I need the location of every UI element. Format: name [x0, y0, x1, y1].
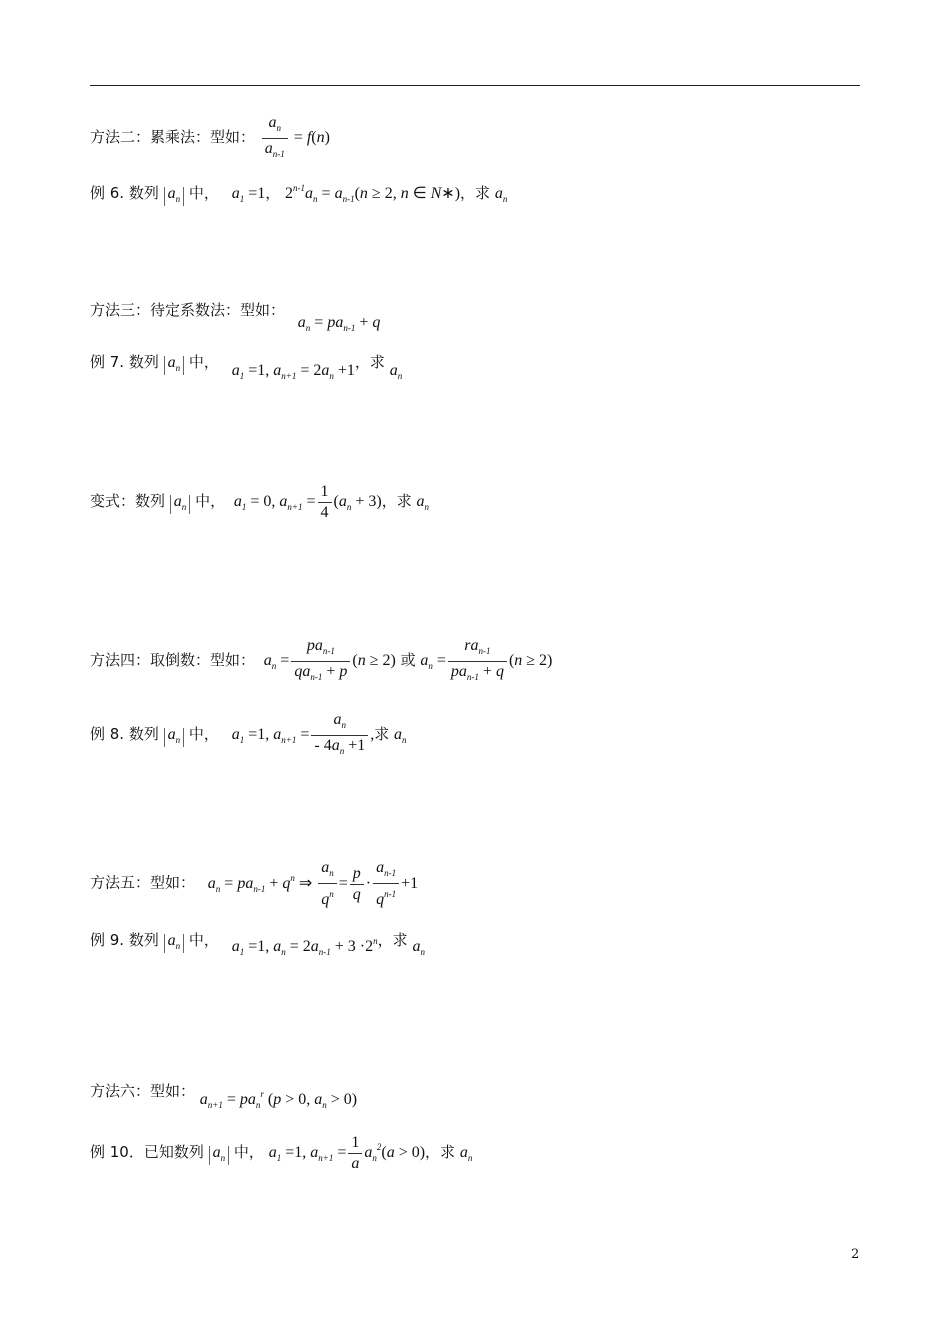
method-3-label: 方法三：待定系数法：型如： — [90, 301, 286, 319]
example-6-target: $a_n$ — [494, 185, 508, 204]
variant-target: $a_n$ — [416, 493, 429, 513]
method-3-formula: $a_n = pa_{n-1} + q$ — [289, 314, 381, 333]
variant-label: 变式：数列 — [90, 492, 166, 511]
example-9-line: 例 9. 数列 $a_n$ 中， $a_1 =1$, $a_n = 2a_{n-1} + 3 \cdot 2^n$，求 $a_n$ — [90, 931, 425, 957]
example-8-condition: $a_1 =1$, $a_{n+1}$ = $\frac{a_n}{- 4a_n +1}$ , — [223, 711, 375, 756]
example-7-condition: $a_1 =1$, $a_{n+1} = 2a_n +1$ — [223, 362, 355, 381]
method-4-line — [90, 636, 552, 687]
example-6-label: 例 6. 数列 — [90, 184, 159, 202]
example-10-label: 例 10．已知数列 — [90, 1143, 204, 1162]
method-3-line — [90, 300, 381, 333]
page-number: 2 — [851, 1247, 860, 1262]
method-4-formula-1: $a_n$ = $\frac{pa_{n-1}}{qa_{n-1} + p}$ (n ≥ 2) — [259, 637, 396, 682]
example-7-label: 例 7. 数列 — [90, 353, 159, 371]
example-7-line: 例 7. 数列 $a_n$ 中， $a_1 =1$, $a_{n+1} = 2a_n +1$，求 $a_n$ — [90, 353, 403, 381]
method-2-formula: $\frac{a_n}{a_{n-1}}$ = f(n) — [260, 129, 330, 146]
variant-line: 变式：数列 $a_n$ 中， $a_1 = 0$, $a_{n+1}$ = $\frac{1}{4}$ $(a_n + 3)$，求 $a_n$ — [90, 483, 429, 521]
example-9-target: $a_n$ — [412, 938, 425, 957]
method-5-formula: $a_n = pa_{n-1} + q^n$ ⇒ $\frac{a_n}{q^n}$ = $\frac{p}{q}$ · $\frac{a_{n-1}}{q^{n-1}}$ +1 — [199, 859, 419, 908]
variant-condition: $a_1 = 0$, $a_{n+1}$ = $\frac{1}{4}$ $(a_n + 3)$ — [229, 483, 382, 521]
method-4-formula-2: $a_n$ = $\frac{ra_{n-1}}{pa_{n-1} + q}$ (n ≥ 2) — [420, 637, 553, 682]
method-5-label: 方法五：型如： — [90, 873, 196, 892]
method-2-line — [90, 113, 330, 164]
method-4-label: 方法四：取倒数：型如： — [90, 651, 256, 670]
method-4-or: 或 — [400, 651, 416, 670]
example-8-target: $a_n$ — [394, 726, 407, 746]
example-6-condition: $a_1 =1$ — [223, 185, 266, 204]
method-5-line — [90, 858, 418, 910]
example-8-label: 例 8. 数列 — [90, 725, 159, 744]
method-6-line — [90, 1076, 358, 1110]
method-6-formula: $a_{n+1} = pa_n^r$ (p > 0, $a_n > 0$) — [199, 1089, 358, 1110]
example-10-line: 例 10．已知数列 $a_n$ 中， $a_1 =1$, $a_{n+1}$ = $\frac{1}{a}$ $a_n^2(a > 0)$，求 $a_n$ — [90, 1134, 473, 1172]
example-9-label: 例 9. 数列 — [90, 931, 159, 949]
example-10-condition: $a_1 =1$, $a_{n+1}$ = $\frac{1}{a}$ $a_n^2(a > 0)$ — [268, 1134, 426, 1172]
example-6-recurrence: $2^{n-1}a_n = a_{n-1}(n \ge 2$, n ∈ N∗) — [285, 183, 461, 204]
example-6-line: 例 6. 数列 $a_n$ 中， $a_1 =1$， $2^{n-1}a_n = a_{n-1}(n \ge 2$, n ∈ N∗)，求 $a_n$ — [90, 183, 508, 204]
example-10-target: $a_n$ — [459, 1144, 473, 1164]
header-rule — [90, 85, 860, 86]
example-8-line: 例 8. 数列 $a_n$ 中， $a_1 =1$, $a_{n+1}$ = $\frac{a_n}{- 4a_n +1}$ ,求 $a_n$ — [90, 711, 407, 756]
example-9-condition: $a_1 =1$, $a_n = 2a_{n-1} + 3 \cdot 2^n$ — [223, 936, 378, 957]
method-6-label: 方法六：型如： — [90, 1082, 196, 1100]
method-2-label: 方法二：累乘法：型如： — [90, 128, 256, 147]
example-7-target: $a_n$ — [389, 362, 403, 381]
